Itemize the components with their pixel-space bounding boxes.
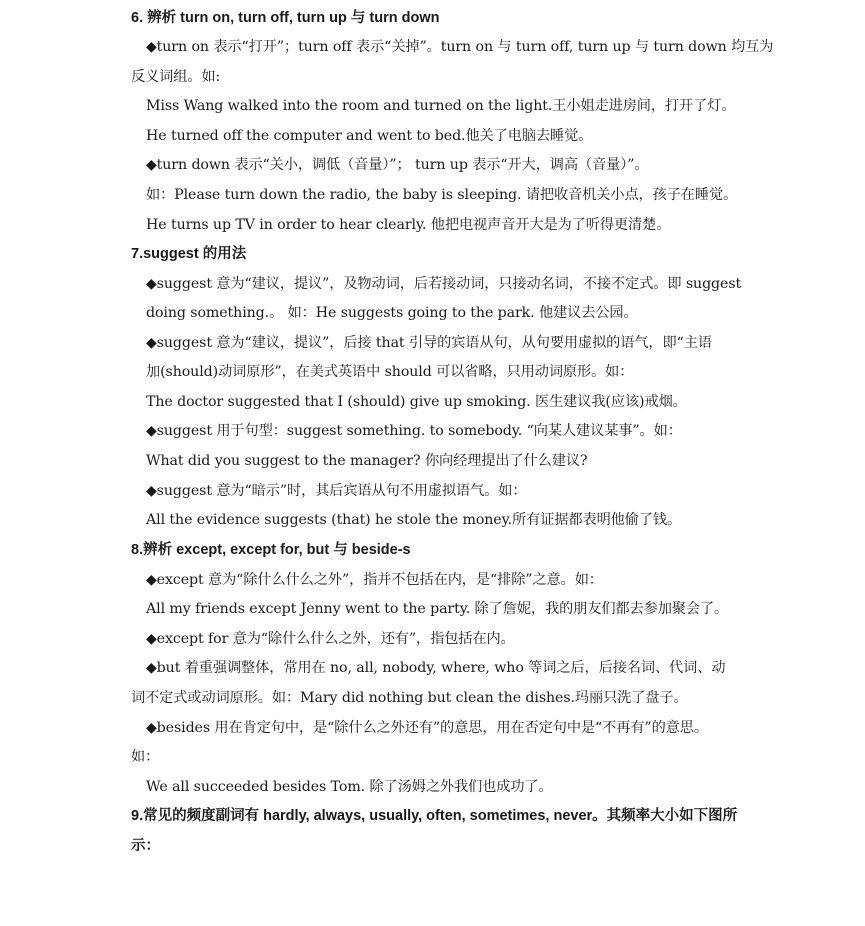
section-7-point-1-continued: doing something.。 如：He suggests going to the park. 他建议去公园。 — [146, 305, 638, 321]
section-8-point-4-continued: 如： — [131, 749, 160, 765]
example-sentence: He turned off the computer and went to bed.他关了电脑去睡觉。 — [146, 128, 593, 144]
example-sentence: What did you suggest to the manager? 你向经理提出了什么建议? — [146, 453, 588, 469]
point-text: suggest 意为“暗示”时，其后宾语从句不用虚拟语气。如： — [156, 483, 527, 499]
bullet-diamond-icon: ◆ — [146, 276, 157, 292]
bullet-diamond-icon: ◆ — [146, 720, 157, 736]
section-6-point-1 — [146, 37, 773, 57]
point-text: except 意为“除什么什么之外”，指并不包括在内，是“排除”之意。如： — [156, 572, 603, 588]
section-9-heading: 9.常见的频度副词有 hardly, always, usually, often, sometimes, never。其频率大小如下图所 — [131, 808, 738, 824]
section-7-heading: 7.suggest 的用法 — [131, 246, 247, 262]
section-9-heading-continued: 示： — [131, 838, 160, 854]
example-sentence: We all succeeded besides Tom. 除了汤姆之外我们也成功了。 — [146, 779, 553, 795]
point-text: except for 意为“除什么什么之外，还有”，指包括在内。 — [156, 631, 515, 647]
section-7-point-4 — [146, 481, 527, 501]
section-8-point-3-continued: 词不定式或动词原形。如：Mary did nothing but clean the dishes.玛丽只洗了盘子。 — [131, 690, 688, 706]
section-8-point-3 — [146, 658, 725, 678]
example-sentence: 如：Please turn down the radio, the baby is sleeping. 请把收音机关小点，孩子在睡觉。 — [146, 187, 738, 203]
point-text: suggest 意为“建议，提议”，后接 that 引导的宾语从句，从句要用虚拟的语气，即“主语 — [156, 335, 712, 351]
section-7-point-1 — [146, 274, 741, 294]
section-8-heading: 8.辨析 except, except for, but 与 beside-s — [131, 542, 411, 558]
section-7-point-2-continued: 加(should)动词原形”，在美式英语中 should 可以省略，只用动词原形。如： — [146, 364, 634, 380]
point-text: turn down 表示“关小，调低（音量）”； turn up 表示“开大，调高（音量）”。 — [156, 157, 649, 173]
bullet-diamond-icon: ◆ — [146, 660, 157, 676]
bullet-diamond-icon: ◆ — [146, 423, 157, 439]
section-7-point-3 — [146, 421, 682, 441]
point-text: but 着重强调整体，常用在 no, all, nobody, where, who 等词之后，后接名词、代词、动 — [156, 660, 726, 676]
section-7-point-2 — [146, 333, 712, 353]
bullet-diamond-icon: ◆ — [146, 157, 157, 173]
bullet-diamond-icon: ◆ — [146, 572, 157, 588]
example-sentence: The doctor suggested that I (should) give up smoking. 医生建议我(应该)戒烟。 — [146, 394, 687, 410]
section-8-point-1 — [146, 570, 603, 590]
point-text: turn on 表示“打开”；turn off 表示“关掉”。turn on 与 turn off, turn up 与 turn down 均互为 — [156, 39, 774, 55]
bullet-diamond-icon: ◆ — [146, 39, 157, 55]
example-sentence: Miss Wang walked into the room and turned on the light.王小姐走进房间，打开了灯。 — [146, 98, 736, 114]
section-8-point-4 — [146, 718, 708, 738]
bullet-diamond-icon: ◆ — [146, 483, 157, 499]
example-sentence: All my friends except Jenny went to the party. 除了詹妮，我的朋友们都去参加聚会了。 — [146, 601, 729, 617]
section-6-point-2 — [146, 155, 648, 175]
point-text: suggest 用于句型：suggest something. to somebody. “向某人建议某事”。如： — [156, 423, 682, 439]
point-text: suggest 意为“建议，提议”，及物动词，后若接动词，只接动名词，不接不定式。即 suggest — [156, 276, 742, 292]
section-8-point-2 — [146, 629, 515, 649]
example-sentence: All the evidence suggests (that) he stole the money.所有证据都表明他偷了钱。 — [146, 512, 682, 528]
bullet-diamond-icon: ◆ — [146, 631, 157, 647]
bullet-diamond-icon: ◆ — [146, 335, 157, 351]
section-6-heading: 6. 辨析 turn on, turn off, turn up 与 turn down — [131, 10, 440, 26]
example-sentence: He turns up TV in order to hear clearly. 他把电视声音开大是为了听得更清楚。 — [146, 217, 671, 233]
point-text: besides 用在肯定句中，是“除什么之外还有”的意思，用在否定句中是“不再有”的意思。 — [156, 720, 708, 736]
section-6-point-1-continued: 反义词组。如: — [131, 69, 221, 85]
